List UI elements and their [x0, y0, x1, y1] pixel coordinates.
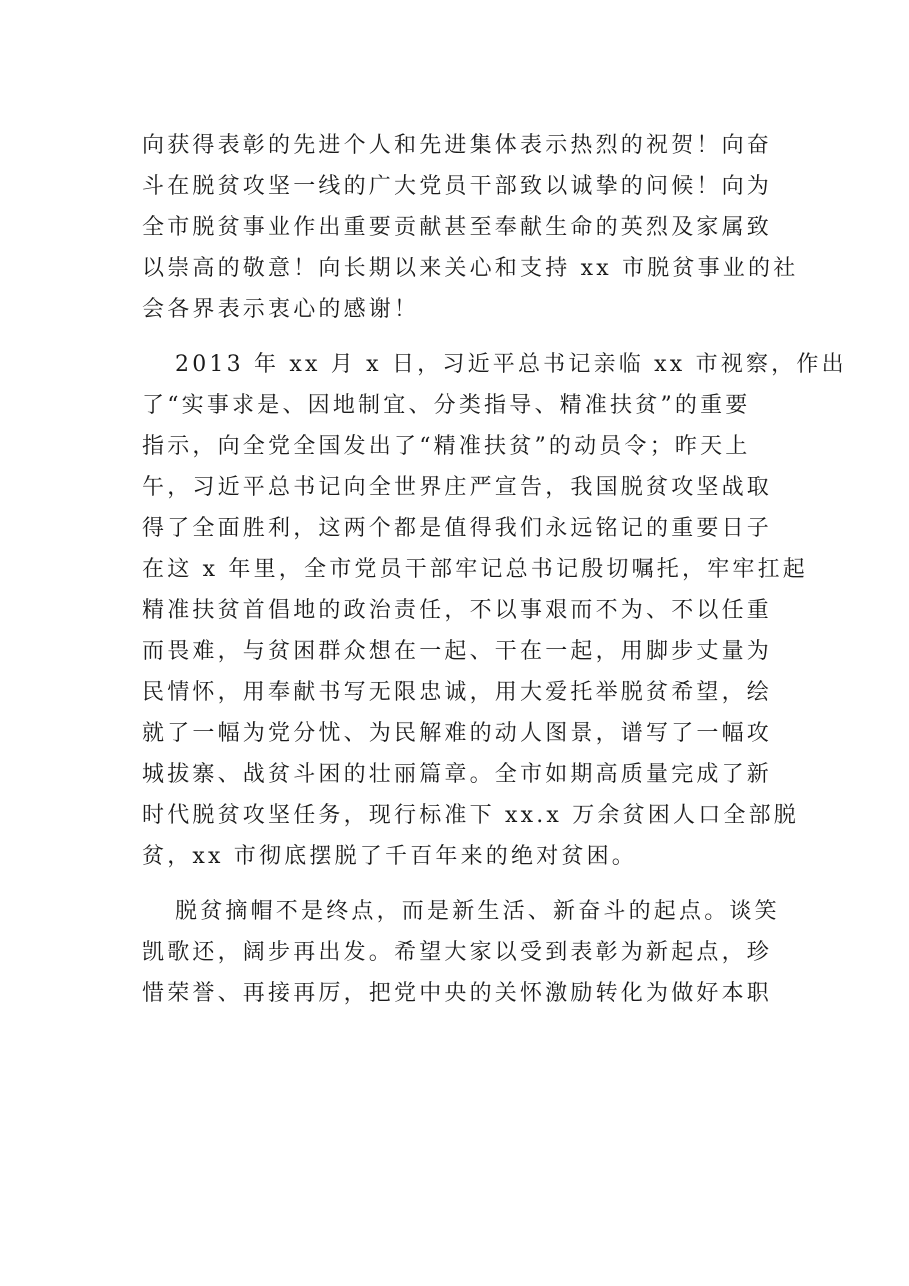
paragraph-line: 向获得表彰的先进个人和先进集体表示热烈的祝贺！向奋 — [142, 133, 773, 158]
paragraph-line: 惜荣誉、再接再厉，把党中央的关怀激励转化为做好本职 — [142, 981, 773, 1006]
paragraph-line: 斗在脱贫攻坚一线的广大党员干部致以诚挚的问候！向为 — [142, 174, 773, 199]
paragraph-line: 民情怀，用奉献书写无限忠诚，用大爱托举脱贫希望，绘 — [142, 680, 773, 705]
paragraph-line: 精准扶贫首倡地的政治责任，不以事艰而不为、不以任重 — [142, 598, 773, 623]
paragraph-line: 指示，向全党全国发出了“精准扶贫”的动员令；昨天上 — [142, 434, 751, 459]
paragraph-spacer — [142, 330, 782, 344]
paragraph-2 — [142, 344, 847, 877]
paragraph-line: 会各界表示衷心的感谢！ — [142, 297, 420, 322]
paragraph-line: 得了全面胜利，这两个都是值得我们永远铭记的重要日子 — [142, 516, 773, 541]
paragraph-line: 2013 年 xx 月 x 日，习近平总书记亲临 xx 市视察，作出 — [175, 352, 847, 377]
paragraph-line: 在这 x 年里，全市党员干部牢记总书记殷切嘱托，牢牢扛起 — [142, 557, 808, 582]
paragraph-line: 以崇高的敬意！向长期以来关心和支持 xx 市脱贫事业的社 — [142, 256, 799, 281]
paragraph-line: 时代脱贫攻坚任务，现行标准下 xx.x 万余贫困人口全部脱 — [142, 803, 800, 828]
paragraph-spacer — [142, 877, 782, 891]
paragraph-line: 全市脱贫事业作出重要贡献甚至奉献生命的英烈及家属致 — [142, 215, 773, 240]
paragraph-line: 就了一幅为党分忧、为民解难的动人图景，谱写了一幅攻 — [142, 721, 773, 746]
paragraph-line: 脱贫摘帽不是终点，而是新生活、新奋斗的起点。谈笑 — [175, 899, 780, 924]
paragraph-line: 而畏难，与贫困群众想在一起、干在一起，用脚步丈量为 — [142, 639, 773, 664]
paragraph-line: 午，习近平总书记向全世界庄严宣告，我国脱贫攻坚战取 — [142, 475, 773, 500]
paragraph-line: 凯歌还，阔步再出发。希望大家以受到表彰为新起点，珍 — [142, 940, 773, 965]
paragraph-line: 了“实事求是、因地制宜、分类指导、精准扶贫”的重要 — [142, 393, 751, 418]
paragraph-3 — [142, 891, 782, 1014]
paragraph-line: 贫，xx 市彻底摆脱了千百年来的绝对贫困。 — [142, 844, 638, 869]
document-body — [142, 125, 847, 1014]
paragraph-line: 城拔寨、战贫斗困的壮丽篇章。全市如期高质量完成了新 — [142, 762, 773, 787]
paragraph-1 — [142, 125, 799, 330]
